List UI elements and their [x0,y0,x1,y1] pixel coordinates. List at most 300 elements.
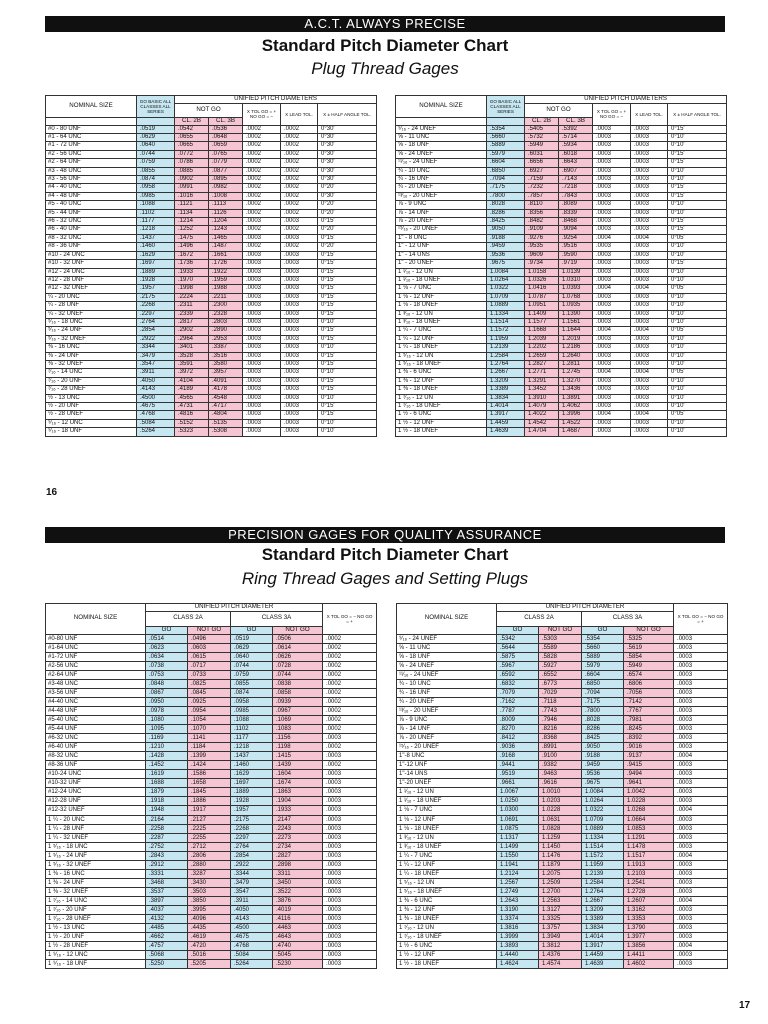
header-nominal-size: NOMINAL SIZE [397,604,497,635]
value-cell: .4435 [188,924,231,933]
value-cell: .9188 [582,752,624,761]
nominal-size-cell: ⅝ - 11 UNC [396,134,487,142]
value-cell: .1204 [209,218,243,226]
value-cell: 0°10' [668,394,727,402]
nominal-size-cell: #0-80 UNF [46,634,146,643]
table-row [46,192,377,200]
value-cell: .5589 [539,643,582,652]
value-cell: .1863 [273,788,323,797]
value-cell: .0002 [281,142,318,150]
value-cell: .3387 [209,344,243,352]
nominal-size-cell: 1 ⅛ - 12 UNF [397,815,497,824]
value-cell: .2255 [188,833,231,842]
value-cell: .0003 [243,394,281,402]
value-cell: .9109 [525,226,559,234]
value-cell: .0874 [137,176,175,184]
value-cell: .0002 [323,679,377,688]
nominal-size-cell: #4-40 UNC [46,697,146,706]
value-cell: .0002 [323,661,377,670]
value-cell: .0003 [243,428,281,436]
value-cell: .0003 [323,833,377,842]
value-cell: .1928 [231,797,273,806]
value-cell: .0848 [146,679,188,688]
value-cell: .0003 [281,327,318,335]
value-cell: .4143 [231,915,273,924]
table-row [46,201,377,209]
value-cell: .3344 [231,869,273,878]
value-cell: .0003 [593,176,631,184]
value-cell: .1428 [146,752,188,761]
value-cell: .6018 [559,150,593,158]
value-cell: .1156 [273,734,323,743]
page-number-17: 17 [739,1000,751,1011]
value-cell: 1.3209 [487,377,525,385]
value-cell: .2127 [188,815,231,824]
value-cell: .0003 [674,679,728,688]
value-cell: .1465 [209,234,243,242]
nominal-size-cell: 1 ⁵⁄₁₆ - 12 UN [396,352,487,360]
table-row [396,394,727,402]
nominal-size-cell: ⅝ - 24 UNEF [396,150,487,158]
nominal-size-cell: 1 ½ - 6 UNC [397,942,497,951]
table-row [397,797,728,806]
nominal-size-cell: #2-64 UNF [46,670,146,679]
header-cl3b: CL. 3B [559,117,593,125]
value-cell: .0838 [273,679,323,688]
nominal-size-cell: ⅝ - 11 UNC [397,643,497,652]
value-cell: 1.1668 [525,327,559,335]
value-cell: .3522 [273,887,323,896]
value-cell: .0003 [631,419,668,427]
value-cell: .6806 [624,679,674,688]
value-cell: .0003 [323,806,377,815]
value-cell: .0003 [323,906,377,915]
value-cell: .0659 [209,142,243,150]
value-cell: .0744 [137,150,175,158]
value-cell: .0003 [631,352,668,360]
nominal-size-cell: ¹⁵⁄₁₆ - 20 UNEF [396,226,487,234]
value-cell: .0003 [243,218,281,226]
nominal-size-cell: 1 ¼ - 12 UNF [396,335,487,343]
value-cell: .1658 [188,779,231,788]
table-row [397,960,728,969]
value-cell: 1.0228 [539,806,582,815]
value-cell: 1.3389 [487,386,525,394]
value-cell: .1604 [273,770,323,779]
table-row [396,218,727,226]
nominal-size-cell: #12-32 UNEF [46,806,146,815]
value-cell: 1.1879 [539,860,582,869]
value-cell: .1948 [146,806,188,815]
value-cell: .0003 [631,209,668,217]
value-cell: .0003 [323,788,377,797]
nominal-size-cell: #3-56 UNF [46,688,146,697]
value-cell: .0003 [593,352,631,360]
table-row [46,176,377,184]
nominal-size-cell: #12-28 UNF [46,797,146,806]
value-cell: .0634 [146,652,188,661]
nominal-size-cell: 1 ⁵⁄₁₆ - 18 UNC [46,842,146,851]
value-cell: .5308 [209,428,243,436]
value-cell: .0002 [243,201,281,209]
value-cell: .0002 [243,134,281,142]
nominal-size-cell: 1 ⅜ - 6 UNC [397,896,497,905]
value-cell: .0003 [243,310,281,318]
header-class-3a: CLASS 3A [582,611,674,626]
value-cell: 1.4687 [559,428,593,436]
value-cell: .0002 [281,226,318,234]
value-cell: .1088 [231,716,273,725]
value-cell: 1.1577 [525,318,559,326]
value-cell: .0958 [137,184,175,192]
value-cell: .0003 [281,369,318,377]
table-row [46,815,377,824]
table-row [397,942,728,951]
value-cell: .0003 [593,360,631,368]
table-row [46,150,377,158]
value-cell: .0002 [323,643,377,652]
table-row [46,352,377,360]
header-half-angle-tol: X ± HALF ANGLE TOL. [668,103,727,125]
value-cell: 0°15' [668,184,727,192]
value-cell: .0003 [593,302,631,310]
value-cell: 1.0203 [539,797,582,806]
value-cell: 0°30' [318,125,377,133]
value-cell: .1959 [209,276,243,284]
value-cell: .5264 [137,428,175,436]
value-cell: .2764 [231,842,273,851]
value-cell: .0003 [593,394,631,402]
value-cell: .5949 [525,142,559,150]
value-cell: .7800 [582,706,624,715]
nominal-size-cell: ⅜ - 16 UNC [46,344,137,352]
value-cell: 1.0875 [497,824,539,833]
value-cell: .8089 [559,201,593,209]
value-cell: .0004 [593,411,631,419]
value-cell: .2297 [137,310,175,318]
header-xtol: X TOL GO = − NO GO = + [323,604,377,635]
value-cell: .2803 [209,318,243,326]
value-cell: .0002 [243,142,281,150]
value-cell: .5264 [231,960,273,969]
nominal-size-cell: #12 - 24 UNC [46,268,137,276]
nominal-size-cell: 1 ¼ - 18 UNEF [397,869,497,878]
value-cell: .1889 [231,788,273,797]
value-cell: .0003 [281,293,318,301]
table-row [397,887,728,896]
value-cell: 1.0691 [497,815,539,824]
value-cell: .6031 [525,150,559,158]
value-cell: .0003 [631,192,668,200]
value-cell: .8356 [525,209,559,217]
value-cell: .3850 [188,896,231,905]
value-cell: .0003 [674,815,728,824]
value-cell: .0003 [593,184,631,192]
value-cell: .0003 [631,335,668,343]
nominal-size-cell: 1 ⁹⁄₁₆ - 18 UNF [46,960,146,969]
table-row [396,318,727,326]
value-cell: .4768 [231,942,273,951]
value-cell: .0939 [273,697,323,706]
value-cell: .9276 [525,234,559,242]
value-cell: .7162 [497,697,539,706]
value-cell: .9094 [559,226,593,234]
table-row [397,679,728,688]
value-cell: .4463 [273,924,323,933]
value-cell: 1.4079 [525,403,559,411]
value-cell: 1.1959 [487,335,525,343]
value-cell: 0°15' [318,251,377,259]
value-cell: .0003 [323,896,377,905]
value-cell: 1.3816 [497,924,539,933]
nominal-size-cell: ⅞ - 9 UNC [396,201,487,209]
value-cell: 1.0158 [525,268,559,276]
nominal-size-cell: 1"-12 UNF [397,761,497,770]
value-cell: .0002 [323,697,377,706]
nominal-size-cell: ⅞ - 20 UNEF [397,734,497,743]
value-cell: .0002 [323,716,377,725]
nominal-size-cell: 1 ½ - 6 UNC [396,411,487,419]
value-cell: .0003 [674,797,728,806]
nominal-size-cell: 1 ¼ - 7 UNC [397,851,497,860]
value-cell: .1988 [209,285,243,293]
value-cell: .0858 [273,688,323,697]
value-cell: .1922 [209,268,243,276]
value-cell: .3911 [137,369,175,377]
value-cell: .1252 [175,226,209,234]
value-cell: .2175 [231,815,273,824]
value-cell: 1.0768 [559,293,593,301]
table-row [397,697,728,706]
nominal-size-cell: #6-40 UNF [46,743,146,752]
value-cell: .9661 [497,779,539,788]
value-cell: .4500 [137,394,175,402]
value-cell: .4116 [273,915,323,924]
nominal-size-cell: 1" - 12 UNF [396,243,487,251]
value-cell: 1.1317 [497,833,539,842]
value-cell: .0496 [188,634,231,643]
value-cell: .0991 [175,184,209,192]
value-cell: .7843 [559,192,593,200]
value-cell: .0003 [631,360,668,368]
value-cell: .0003 [593,218,631,226]
value-cell: .0003 [243,352,281,360]
value-cell: 1.1517 [624,851,674,860]
nominal-size-cell: 1 ⁵⁄₁₆ - 32 UNEF [46,860,146,869]
value-cell: .4143 [137,386,175,394]
value-cell: .5325 [624,634,674,643]
value-cell: .1243 [209,226,243,234]
table-row [46,302,377,310]
value-cell: .0002 [281,159,318,167]
value-cell: 1.1550 [497,851,539,860]
table-row [46,218,377,226]
value-cell: .5392 [559,125,593,133]
value-cell: .0003 [281,394,318,402]
nominal-size-cell: 1 ¼ - 12 UNF [397,860,497,869]
nominal-size-cell: ⁹⁄₁₆ - 24 UNEF [397,634,497,643]
value-cell: .5323 [175,428,209,436]
value-cell: .8028 [582,716,624,725]
value-cell: 1.2700 [539,887,582,896]
value-cell: 1.1644 [559,327,593,335]
nominal-size-cell: #5 - 40 UNC [46,201,137,209]
value-cell: .2339 [175,310,209,318]
value-cell: .0003 [674,887,728,896]
nominal-size-cell: #4 - 40 UNC [46,184,137,192]
nominal-size-cell: 1 ⅛ - 18 UNEF [396,302,487,310]
value-cell: 1.3436 [559,386,593,394]
value-cell: .4548 [209,394,243,402]
value-cell: .2890 [209,327,243,335]
nominal-size-cell: ¹⁵⁄₁₆ - 20 UNEF [397,743,497,752]
value-cell: .0003 [243,377,281,385]
table-row [46,697,377,706]
value-cell: 0°05' [668,327,727,335]
value-cell: .9188 [487,234,525,242]
nominal-size-cell: #8-36 UNF [46,761,146,770]
value-cell: .1496 [175,243,209,251]
value-cell: 1.2749 [497,887,539,896]
value-cell: .0003 [631,302,668,310]
value-cell: .7175 [487,184,525,192]
value-cell: .0629 [137,134,175,142]
value-cell: 1.2103 [624,869,674,878]
table-row [396,260,727,268]
value-cell: .3430 [188,878,231,887]
table-row [46,243,377,251]
value-cell: .7142 [624,697,674,706]
value-cell: .9459 [487,243,525,251]
value-cell: 1.3757 [539,924,582,933]
value-cell: 0°10' [668,419,727,427]
value-cell: .0985 [231,706,273,715]
value-cell: .0003 [243,335,281,343]
value-cell: .1016 [175,192,209,200]
bottom-banner: PRECISION GAGES FOR QUALITY ASSURANCE [45,527,725,543]
value-cell: .0003 [631,243,668,251]
value-cell: .0003 [593,125,631,133]
value-cell: .3897 [146,896,188,905]
table-row [397,924,728,933]
value-cell: .0002 [281,167,318,175]
value-cell: .2273 [273,833,323,842]
value-cell: .0982 [209,184,243,192]
value-cell: .0855 [231,679,273,688]
value-cell: .0003 [281,377,318,385]
value-cell: 1.3353 [624,915,674,924]
table-row [397,634,728,643]
plug-chart-subtitle: Plug Thread Gages [311,59,459,78]
value-cell: 1.2607 [624,896,674,905]
table-row [46,679,377,688]
value-cell: .9100 [539,752,582,761]
value-cell: .7175 [582,697,624,706]
value-cell: 1.0264 [582,797,624,806]
value-cell: .9016 [624,743,674,752]
value-cell: 1.1572 [487,327,525,335]
nominal-size-cell: 1 ⅛ - 18 UNEF [397,824,497,833]
value-cell: .4178 [209,386,243,394]
value-cell: .8425 [582,734,624,743]
value-cell: .1083 [273,725,323,734]
value-cell: 1.2811 [559,360,593,368]
value-cell: .0003 [631,268,668,276]
table-row [46,344,377,352]
value-cell: .9459 [582,761,624,770]
table-row [397,688,728,697]
value-cell: .2922 [137,335,175,343]
table-row [397,734,728,743]
value-cell: .0004 [631,234,668,242]
page-number-16: 16 [46,487,58,498]
value-cell: .8991 [539,743,582,752]
nominal-size-cell: ⅝ - 18 UNF [397,652,497,661]
nominal-size-cell: ¾ - 10 UNC [396,167,487,175]
value-cell: 0°15' [318,403,377,411]
value-cell: .1088 [137,201,175,209]
value-cell: 0°10' [318,419,377,427]
value-cell: .0003 [674,824,728,833]
table-row [397,643,728,652]
value-cell: 1.1390 [559,310,593,318]
value-cell: .0002 [281,125,318,133]
value-cell: .9036 [497,743,539,752]
value-cell: .2328 [209,310,243,318]
value-cell: 1.3999 [497,933,539,942]
value-cell: .0003 [631,125,668,133]
table-row [46,428,377,436]
value-cell: .6604 [582,670,624,679]
nominal-size-cell: #6 - 32 UNC [46,218,137,226]
table-row [46,806,377,815]
header-unified-pitch: UNIFIED PITCH DIAMETERS [175,96,377,104]
table-row [396,369,727,377]
value-cell: 0°10' [668,176,727,184]
value-cell: .0003 [323,869,377,878]
value-cell: 1.4522 [559,419,593,427]
value-cell: .0626 [273,652,323,661]
value-cell: .0003 [323,951,377,960]
nominal-size-cell: 1 ½ - 13 UNC [46,924,146,933]
value-cell: .6907 [559,167,593,175]
value-cell: 1.4459 [487,419,525,427]
table-row [46,924,377,933]
nominal-size-cell: ⅞ - 14 UNF [397,725,497,734]
value-cell: .6592 [497,670,539,679]
value-cell: 1.2584 [582,878,624,887]
value-cell: .2953 [209,335,243,343]
value-cell: .0003 [323,842,377,851]
value-cell: .0003 [674,906,728,915]
value-cell: .0003 [674,860,728,869]
table-row [46,360,377,368]
value-cell: .0845 [188,688,231,697]
value-cell: .1957 [231,806,273,815]
value-cell: .1904 [273,797,323,806]
nominal-size-cell: 1 ⅜ - 12 UNF [397,906,497,915]
value-cell: 0°10' [668,310,727,318]
value-cell: .2712 [188,842,231,851]
value-cell: .1054 [188,716,231,725]
value-cell: .0003 [323,824,377,833]
value-cell: .0003 [281,302,318,310]
value-cell: .0004 [593,327,631,335]
value-cell: 1.4624 [497,960,539,969]
value-cell: .5644 [497,643,539,652]
nominal-size-cell: ⅝ - 24 UNEF [397,661,497,670]
value-cell: .7094 [487,176,525,184]
